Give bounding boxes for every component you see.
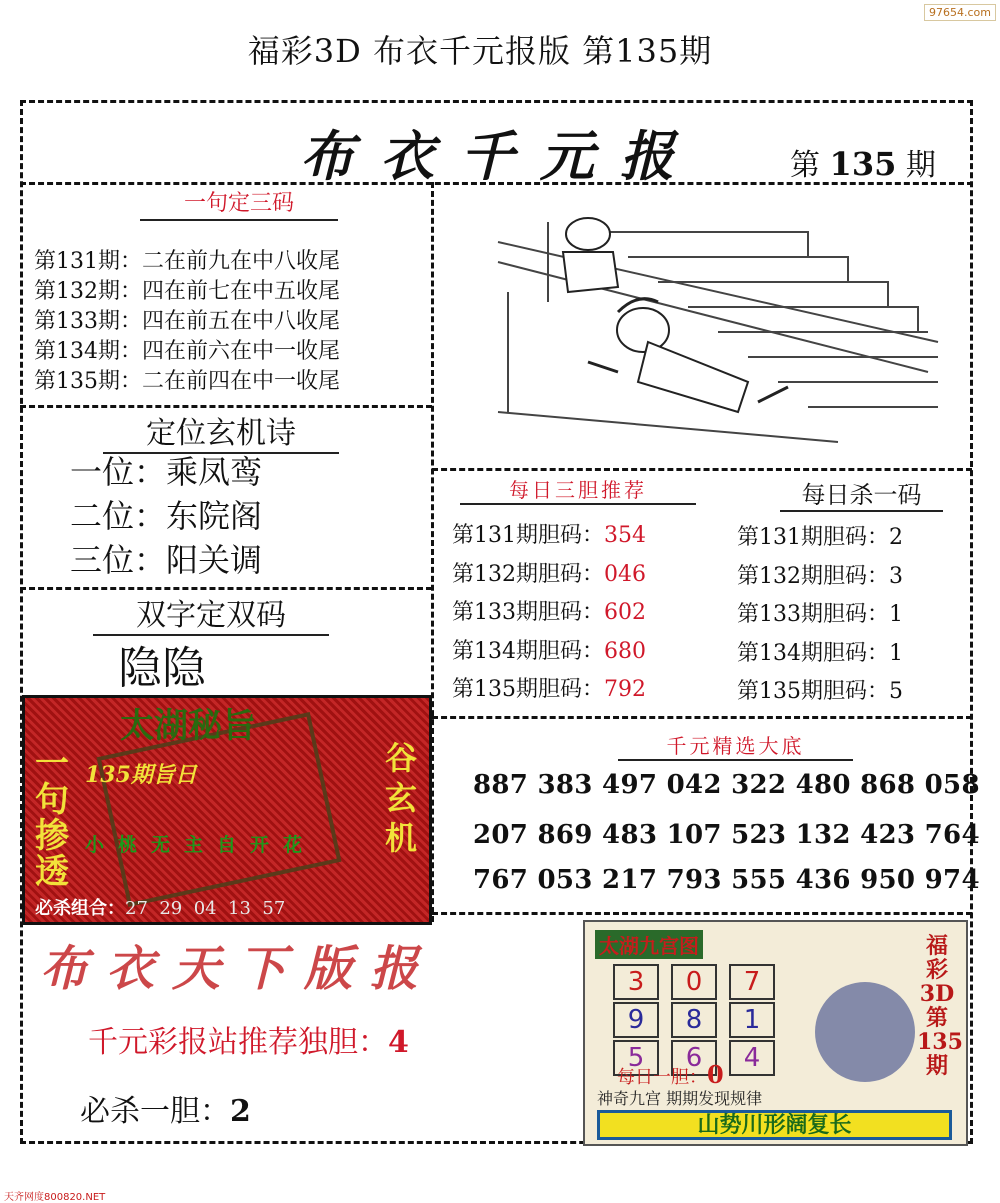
grid-cell: 9 (613, 1002, 659, 1038)
list-item: 第133期胆码：602 (452, 600, 646, 625)
issue-prefix: 第 (790, 148, 820, 183)
taihu-panel (22, 695, 432, 925)
calligraphy-banner: 布衣天下版报 (40, 941, 437, 997)
list-item: 第133期胆码：1 (737, 602, 903, 627)
predict-list (34, 247, 340, 397)
grid-title: 太湖九宫图 (595, 930, 703, 959)
grid-cell: 3 (613, 964, 659, 1000)
divider-right-2 (432, 716, 972, 719)
taihu-right: 谷玄机 (385, 739, 418, 857)
grid-cell: 4 (729, 1040, 775, 1076)
poem-lines (70, 450, 262, 582)
list-item: 第135期胆码：5 (737, 679, 903, 704)
list-item: 第134期胆码：680 (452, 638, 646, 664)
taihu-title: 太湖秘旨 (120, 706, 256, 746)
base-row: 207 869 483 107 523 132 423 764 (473, 820, 980, 850)
list-item: 第134期：四在前六在中一收尾 (34, 339, 340, 364)
masthead: 布衣千元报 (300, 124, 700, 188)
divider-right-3 (432, 912, 972, 915)
three-dan-list (452, 517, 646, 710)
grid-cell: 1 (729, 1002, 775, 1038)
list-item: 第135期：二在前四在中一收尾 (34, 369, 340, 394)
taihu-poem: 小桃无主自开花 (85, 834, 317, 856)
base-row: 887 383 497 042 322 480 868 058 (473, 770, 980, 800)
three-dan-title: 每日三胆推荐 (460, 474, 696, 505)
taihu-left: 一句掺透 (35, 744, 69, 892)
double-value: 隐隐 (118, 643, 206, 694)
list-item: 第131期：二在前九在中八收尾 (34, 249, 340, 274)
double-title: 双字定双码 (93, 590, 329, 636)
grid-cell: 8 (671, 1002, 717, 1038)
grid-side: 福彩3D第135期 (917, 933, 963, 1079)
issue-num: 135 (829, 145, 897, 183)
grid-cell: 0 (671, 964, 717, 1000)
poem-title: 定位玄机诗 (103, 408, 339, 454)
kill-one-title: 每日杀一码 (780, 475, 943, 512)
grid-bottom-text: 神奇九宫 期期发现规律 (597, 1089, 763, 1108)
grid-footer: 山势川形阔复长 (597, 1110, 952, 1140)
base-row: 767 053 217 793 555 436 950 974 (473, 865, 980, 895)
kill-one-list (737, 519, 903, 712)
single-dan: 千元彩报站推荐独胆：4 (88, 1025, 409, 1060)
kill-dan: 必杀一胆：2 (80, 1094, 251, 1129)
divider-right-1 (432, 468, 972, 471)
list-item: 第135期胆码：792 (452, 677, 646, 702)
base-title: 千元精选大底 (618, 730, 853, 761)
list-item: 第134期胆码：1 (737, 640, 903, 666)
list-item: 第131期胆码：354 (452, 523, 646, 548)
nine-grid-panel (583, 920, 968, 1146)
site-watermark: 97654.com (924, 4, 996, 21)
footer-watermark: 天齐网度800820.NET (4, 1192, 106, 1203)
page-title: 福彩3D 布衣千元报版 第135期 (247, 32, 713, 70)
list-item: 第132期：四在前七在中五收尾 (34, 279, 340, 304)
issue-suffix: 期 (905, 148, 936, 183)
grid-cell: 6 (671, 1040, 717, 1076)
poem-line: 二位：东院阁 (70, 497, 263, 535)
grid-daily: 每日一胆：0 (617, 1060, 724, 1089)
poem-line: 一位：乘凤鸾 (70, 453, 263, 491)
list-item: 第131期胆码：2 (737, 525, 903, 550)
poem-line: 三位：阳关调 (70, 541, 263, 579)
list-item: 第132期胆码：3 (737, 563, 903, 589)
taihu-issue: 135期旨日 (85, 762, 197, 788)
stairs-illustration (488, 212, 940, 446)
issue-number (790, 140, 936, 184)
grid-cell: 5 (613, 1040, 659, 1076)
taihu-kill: 必杀组合：27 29 04 13 57 (35, 898, 286, 919)
list-item: 第132期胆码：046 (452, 561, 646, 587)
grid-cell: 7 (729, 964, 775, 1000)
portrait-art (815, 982, 915, 1082)
predict-title: 一句定三码 (140, 186, 338, 221)
list-item: 第133期：四在前五在中八收尾 (34, 309, 340, 334)
